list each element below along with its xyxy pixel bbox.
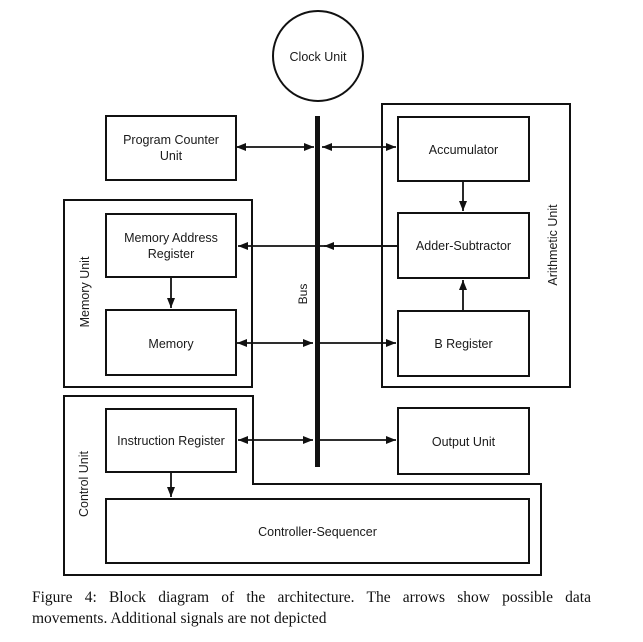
program-counter-label-line1: Program Counter (123, 133, 219, 147)
memory-address-register-label-line2: Register (147, 247, 195, 261)
clock-unit-label: Clock Unit (289, 50, 347, 64)
figure-caption-line1: Figure 4: Block diagram of the architecture. The arrows show possible data (32, 589, 591, 606)
b-register-label: B Register (434, 337, 493, 351)
memory-unit-label: Memory Unit (78, 256, 92, 328)
figure-caption-line2: movements. Additional signals are not depicted (32, 610, 327, 627)
output-unit-label: Output Unit (431, 435, 496, 449)
node-box-memory-address-register (106, 214, 236, 277)
program-counter-label-line2: Unit (159, 149, 183, 163)
memory-label: Memory (148, 337, 194, 351)
figure-caption (32, 587, 591, 629)
adder-subtractor-label: Adder-Subtractor (415, 239, 512, 253)
controller-sequencer-label: Controller-Sequencer (258, 525, 377, 539)
instruction-register-label: Instruction Register (117, 434, 225, 448)
node-box-program-counter-unit (106, 116, 236, 180)
control-unit-label: Control Unit (77, 451, 91, 517)
memory-address-register-label-line1: Memory Address (124, 231, 218, 245)
arithmetic-unit-label: Arithmetic Unit (546, 204, 560, 286)
accumulator-label: Accumulator (428, 143, 499, 157)
bus-label: Bus (296, 283, 310, 305)
